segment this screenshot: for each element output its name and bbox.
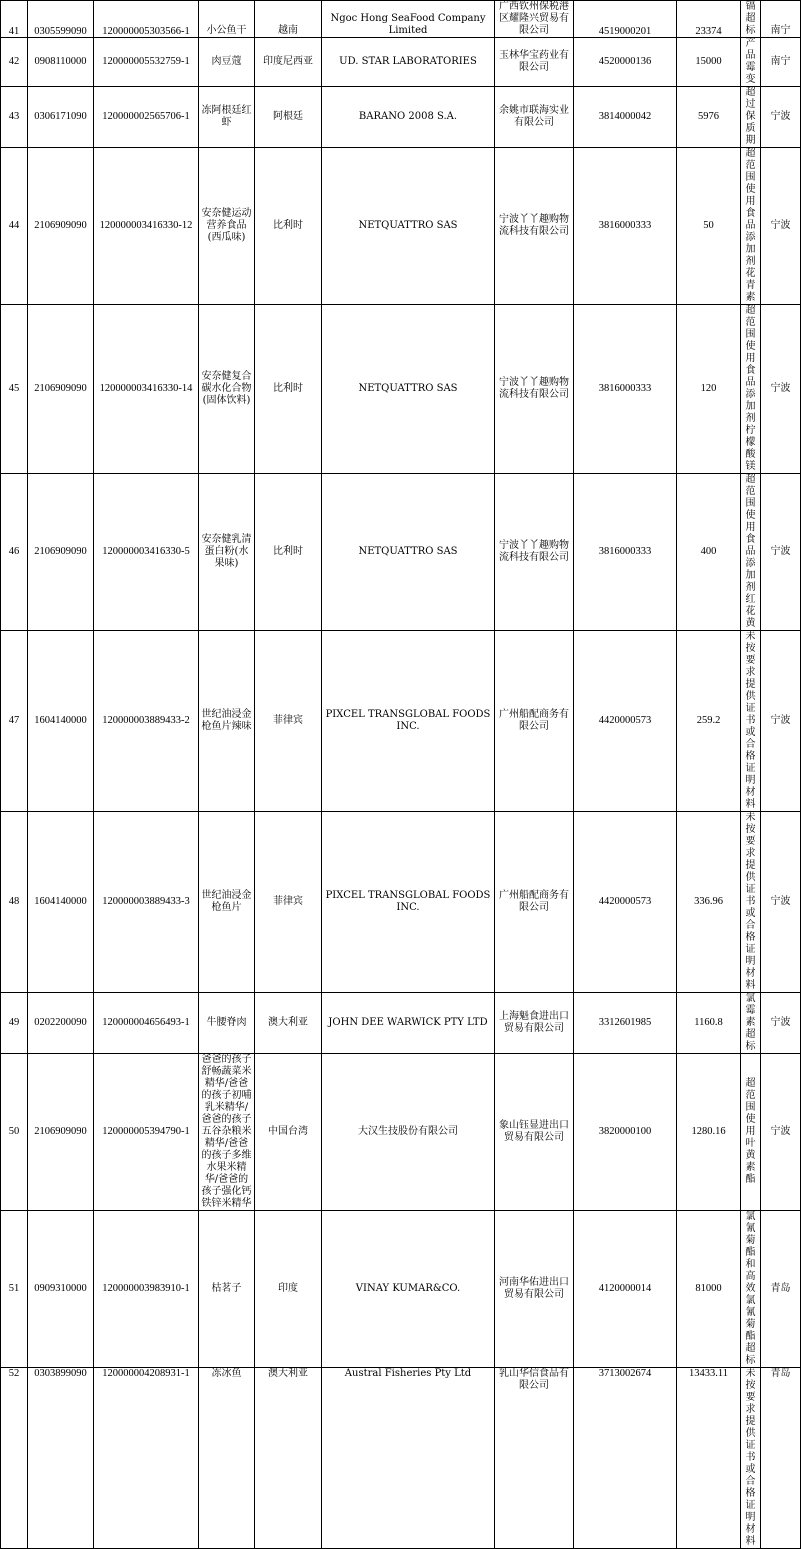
product-name: 肉豆蔻 xyxy=(199,38,255,87)
importer-code: 3814000042 xyxy=(574,87,677,148)
origin-country: 菲律宾 xyxy=(255,631,322,812)
record-code: 120000004208931-1 xyxy=(94,1368,199,1549)
product-name: 枯茗子 xyxy=(199,1211,255,1368)
row-number: 49 xyxy=(1,993,28,1054)
weight: 50 xyxy=(677,148,741,305)
importer-code: 3816000333 xyxy=(574,305,677,474)
importer-name: 玉林华宝药业有限公司 xyxy=(495,38,574,87)
producer-name: NETQUATTRO SAS xyxy=(322,148,495,305)
product-name: 世纪油浸金枪鱼片 xyxy=(199,812,255,993)
producer-name: NETQUATTRO SAS xyxy=(322,305,495,474)
importer-name: 余姚市联海实业有限公司 xyxy=(495,87,574,148)
hs-code: 0305599090 xyxy=(28,1,94,38)
product-name: 安奈健乳清蛋白粉(水果味) xyxy=(199,474,255,631)
reject-reason: 产品霉变 xyxy=(741,38,761,87)
record-code: 120000003889433-2 xyxy=(94,631,199,812)
table-row xyxy=(1,38,801,87)
record-code: 120000005303566-1 xyxy=(94,1,199,38)
table-row xyxy=(1,993,801,1054)
importer-code: 4420000573 xyxy=(574,812,677,993)
reject-reason: 超范围使用食品添加剂红花黄 xyxy=(741,474,761,631)
table-row xyxy=(1,87,801,148)
origin-country: 比利时 xyxy=(255,474,322,631)
origin-country: 澳大利亚 xyxy=(255,1368,322,1549)
hs-code: 2106909090 xyxy=(28,148,94,305)
importer-code: 3816000333 xyxy=(574,148,677,305)
reject-reason: 超范围使用食品添加剂花青素 xyxy=(741,148,761,305)
record-code: 120000005532759-1 xyxy=(94,38,199,87)
reject-reason: 未按要求提供证书或合格证明材料 xyxy=(741,631,761,812)
producer-name: VINAY KUMAR&CO. xyxy=(322,1211,495,1368)
product-name: 冻冰鱼 xyxy=(199,1368,255,1549)
importer-code: 4420000573 xyxy=(574,631,677,812)
importer-name: 广州船配商务有限公司 xyxy=(495,812,574,993)
table-row xyxy=(1,1054,801,1211)
hs-code: 0306171090 xyxy=(28,87,94,148)
hs-code: 0908110000 xyxy=(28,38,94,87)
reject-reason: 未按要求提供证书或合格证明材料 xyxy=(741,1368,761,1549)
importer-name: 广西钦州保税港区耀隆兴贸易有限公司 xyxy=(495,1,574,38)
importer-code: 4120000014 xyxy=(574,1211,677,1368)
producer-name: Ngoc Hong SeaFood Company Limited xyxy=(322,1,495,38)
importer-name: 宁波丫丫趣购物流科技有限公司 xyxy=(495,305,574,474)
weight: 5976 xyxy=(677,87,741,148)
table-row xyxy=(1,305,801,474)
reject-reason: 镉超标 xyxy=(741,1,761,38)
product-name: 安奈健运动营养食品(西瓜味) xyxy=(199,148,255,305)
port: 宁波 xyxy=(761,812,801,993)
product-name: 安奈健复合碳水化合物(固体饮料) xyxy=(199,305,255,474)
row-number: 45 xyxy=(1,305,28,474)
weight: 336.96 xyxy=(677,812,741,993)
weight: 13433.11 xyxy=(677,1368,741,1549)
producer-name: UD. STAR LABORATORIES xyxy=(322,38,495,87)
hs-code: 1604140000 xyxy=(28,812,94,993)
record-code: 120000003889433-3 xyxy=(94,812,199,993)
producer-name: 大汉生技股份有限公司 xyxy=(322,1054,495,1211)
hs-code: 2106909090 xyxy=(28,305,94,474)
importer-code: 3713002674 xyxy=(574,1368,677,1549)
product-name: 世纪油浸金枪鱼片辣味 xyxy=(199,631,255,812)
importer-name: 象山钰显进出口贸易有限公司 xyxy=(495,1054,574,1211)
record-code: 120000003416330-12 xyxy=(94,148,199,305)
table-row xyxy=(1,812,801,993)
weight: 259.2 xyxy=(677,631,741,812)
reject-reason: 氯氰菊酯和高效氯氰菊酯超标 xyxy=(741,1211,761,1368)
origin-country: 中国台湾 xyxy=(255,1054,322,1211)
hs-code: 2106909090 xyxy=(28,1054,94,1211)
producer-name: PIXCEL TRANSGLOBAL FOODS INC. xyxy=(322,812,495,993)
origin-country: 越南 xyxy=(255,1,322,38)
port: 青岛 xyxy=(761,1211,801,1368)
importer-name: 宁波丫丫趣购物流科技有限公司 xyxy=(495,148,574,305)
port: 宁波 xyxy=(761,148,801,305)
reject-reason: 超过保质期 xyxy=(741,87,761,148)
importer-name: 乳山华信食品有限公司 xyxy=(495,1368,574,1549)
producer-name: NETQUATTRO SAS xyxy=(322,474,495,631)
weight: 1280.16 xyxy=(677,1054,741,1211)
weight: 81000 xyxy=(677,1211,741,1368)
weight: 400 xyxy=(677,474,741,631)
table-row xyxy=(1,1,801,38)
record-code: 120000003416330-5 xyxy=(94,474,199,631)
port: 南宁 xyxy=(761,1,801,38)
record-code: 120000003416330-14 xyxy=(94,305,199,474)
port: 宁波 xyxy=(761,87,801,148)
weight: 120 xyxy=(677,305,741,474)
row-number: 42 xyxy=(1,38,28,87)
reject-reason: 超范围使用食品添加剂柠檬酸镁 xyxy=(741,305,761,474)
importer-name: 上海魁食进出口贸易有限公司 xyxy=(495,993,574,1054)
row-number: 50 xyxy=(1,1054,28,1211)
origin-country: 菲律宾 xyxy=(255,812,322,993)
reject-reason: 氯霉素超标 xyxy=(741,993,761,1054)
importer-code: 4519000201 xyxy=(574,1,677,38)
origin-country: 比利时 xyxy=(255,148,322,305)
table-row xyxy=(1,1368,801,1549)
row-number: 41 xyxy=(1,1,28,38)
product-name: 小公鱼干 xyxy=(199,1,255,38)
port: 宁波 xyxy=(761,993,801,1054)
weight: 23374 xyxy=(677,1,741,38)
importer-code: 3820000100 xyxy=(574,1054,677,1211)
origin-country: 印度 xyxy=(255,1211,322,1368)
origin-country: 阿根廷 xyxy=(255,87,322,148)
weight: 1160.8 xyxy=(677,993,741,1054)
producer-name: JOHN DEE WARWICK PTY LTD xyxy=(322,993,495,1054)
origin-country: 印度尼西亚 xyxy=(255,38,322,87)
hs-code: 0202200090 xyxy=(28,993,94,1054)
port: 南宁 xyxy=(761,38,801,87)
hs-code: 0303899090 xyxy=(28,1368,94,1549)
table-row xyxy=(1,148,801,305)
row-number: 46 xyxy=(1,474,28,631)
importer-code: 3312601985 xyxy=(574,993,677,1054)
table-row xyxy=(1,631,801,812)
row-number: 52 xyxy=(1,1368,28,1549)
port: 宁波 xyxy=(761,631,801,812)
importer-name: 广州船配商务有限公司 xyxy=(495,631,574,812)
port: 宁波 xyxy=(761,305,801,474)
product-name: 爸爸的孩子舒畅蔬菜米精华/爸爸的孩子初哺乳米精华/爸爸的孩子五谷杂粮米精华/爸爸的孩子多维水果米精华/爸爸的孩子强化钙铁锌米精华 xyxy=(199,1054,255,1211)
importer-code: 4520000136 xyxy=(574,38,677,87)
table-row xyxy=(1,474,801,631)
port: 宁波 xyxy=(761,1054,801,1211)
importer-name: 河南华佑进出口贸易有限公司 xyxy=(495,1211,574,1368)
record-code: 120000004656493-1 xyxy=(94,993,199,1054)
record-code: 120000005394790-1 xyxy=(94,1054,199,1211)
table-row xyxy=(1,1211,801,1368)
hs-code: 1604140000 xyxy=(28,631,94,812)
product-name: 牛腰脊肉 xyxy=(199,993,255,1054)
row-number: 44 xyxy=(1,148,28,305)
row-number: 48 xyxy=(1,812,28,993)
origin-country: 比利时 xyxy=(255,305,322,474)
record-code: 120000002565706-1 xyxy=(94,87,199,148)
reject-reason: 超范围使用叶黄素酯 xyxy=(741,1054,761,1211)
hs-code: 2106909090 xyxy=(28,474,94,631)
row-number: 43 xyxy=(1,87,28,148)
producer-name: Austral Fisheries Pty Ltd xyxy=(322,1368,495,1549)
importer-code: 3816000333 xyxy=(574,474,677,631)
weight: 15000 xyxy=(677,38,741,87)
product-name: 冻阿根廷红虾 xyxy=(199,87,255,148)
importer-name: 宁波丫丫趣购物流科技有限公司 xyxy=(495,474,574,631)
port: 宁波 xyxy=(761,474,801,631)
row-number: 51 xyxy=(1,1211,28,1368)
origin-country: 澳大利亚 xyxy=(255,993,322,1054)
port: 青岛 xyxy=(761,1368,801,1549)
row-number: 47 xyxy=(1,631,28,812)
producer-name: BARANO 2008 S.A. xyxy=(322,87,495,148)
reject-reason: 未按要求提供证书或合格证明材料 xyxy=(741,812,761,993)
producer-name: PIXCEL TRANSGLOBAL FOODS INC. xyxy=(322,631,495,812)
hs-code: 0909310000 xyxy=(28,1211,94,1368)
record-code: 120000003983910-1 xyxy=(94,1211,199,1368)
